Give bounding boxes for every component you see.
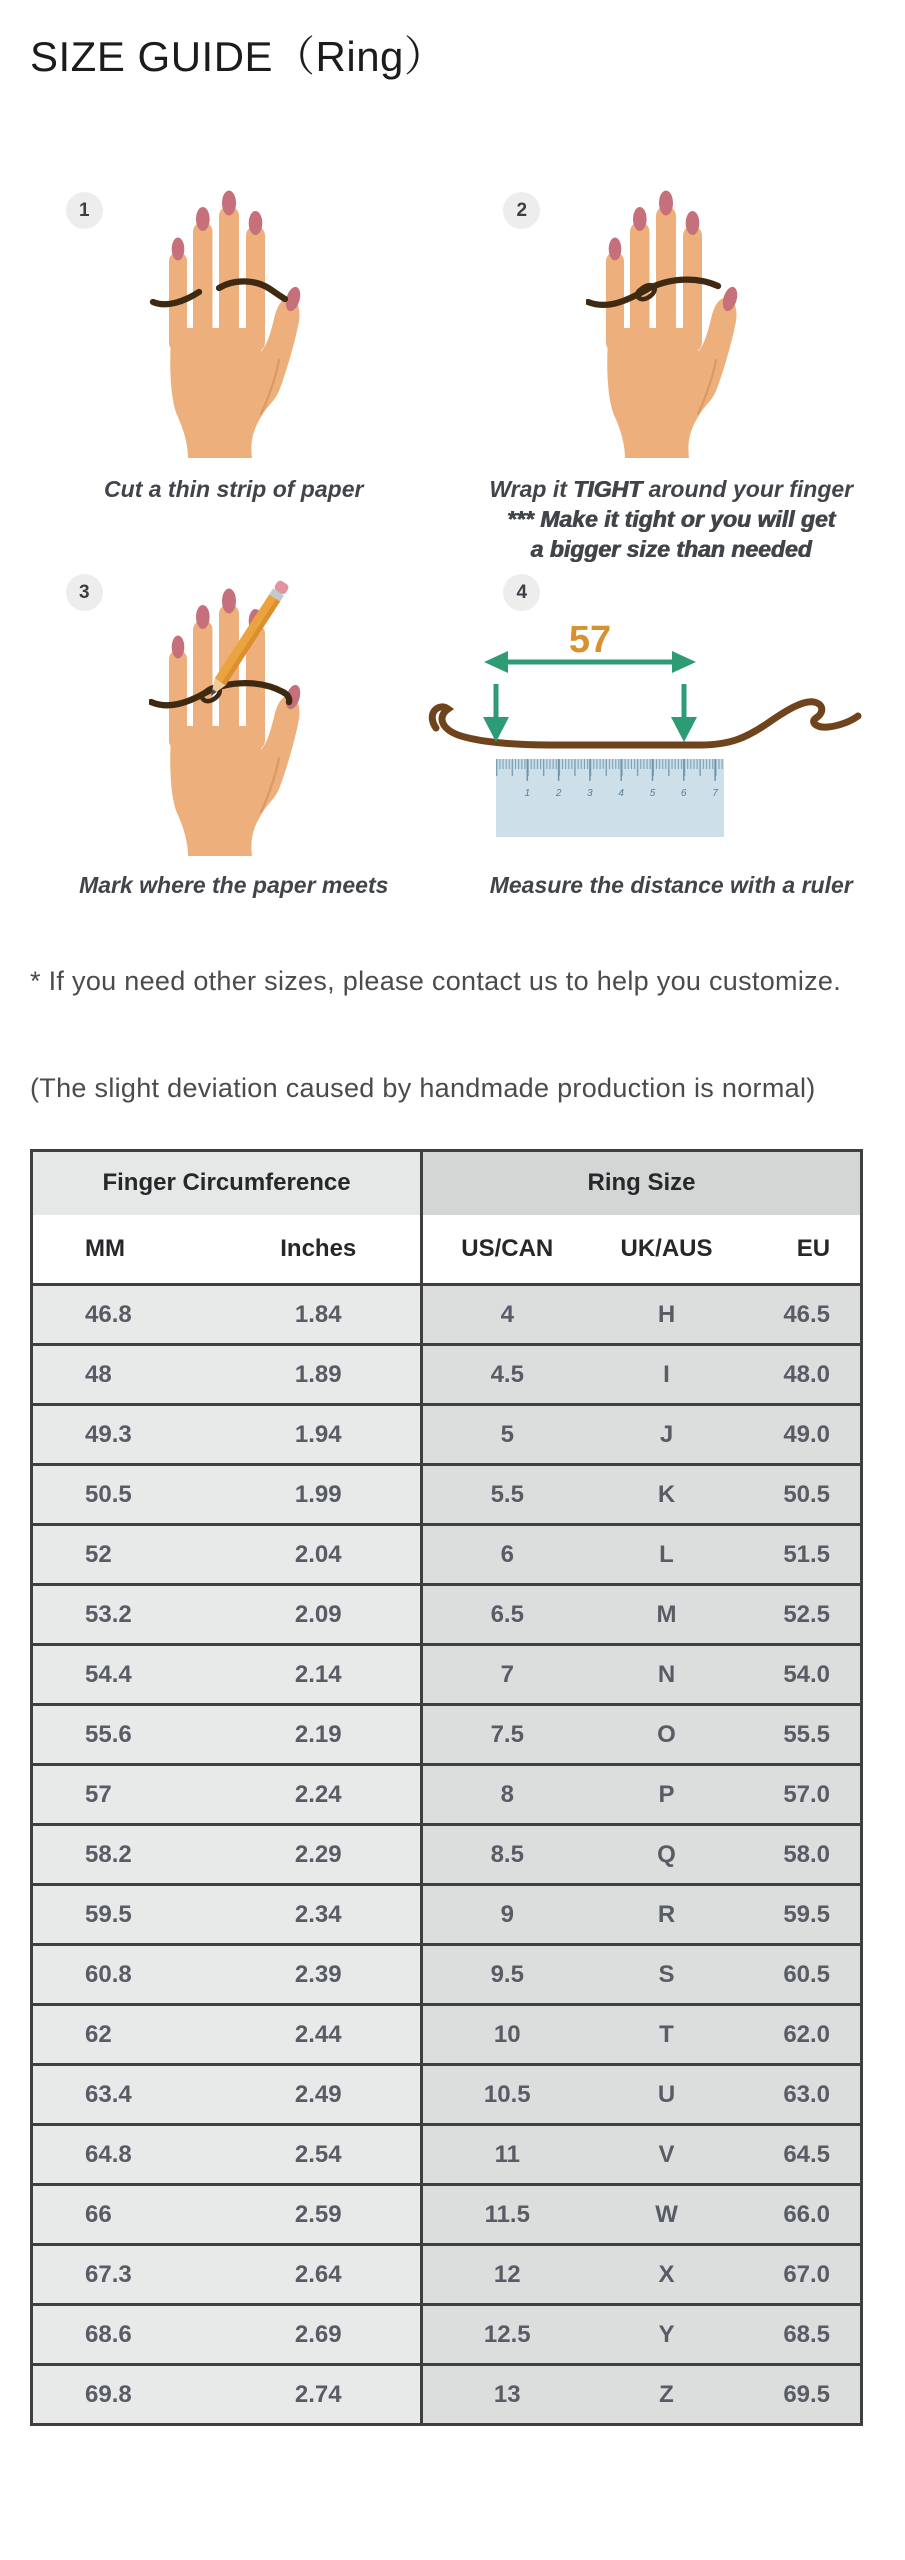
svg-text:6: 6 — [680, 788, 687, 799]
eu-cell: 69.5 — [742, 2365, 862, 2425]
step-1-number: 1 — [78, 199, 90, 221]
mm-cell: 49.3 — [32, 1405, 217, 1465]
inches-cell: 2.49 — [217, 2065, 422, 2125]
step-4-panel — [453, 572, 891, 900]
us-can-cell: 7 — [422, 1645, 592, 1705]
svg-text:2: 2 — [555, 788, 562, 799]
tight-emphasis: TIGHT — [573, 476, 643, 502]
inches-column-header: Inches — [217, 1215, 422, 1285]
step-4-caption: Measure the distance with a ruler — [489, 872, 853, 898]
mm-cell: 59.5 — [32, 1885, 217, 1945]
table-row — [32, 2245, 862, 2305]
uk-aus-cell: P — [592, 1765, 742, 1825]
hand-with-pencil-illustration — [149, 572, 319, 862]
table-row — [32, 2005, 862, 2065]
uk-aus-cell: L — [592, 1525, 742, 1585]
mm-cell: 58.2 — [32, 1825, 217, 1885]
us-can-cell: 11 — [422, 2125, 592, 2185]
mm-cell: 53.2 — [32, 1585, 217, 1645]
us-can-cell: 5.5 — [422, 1465, 592, 1525]
size-table — [30, 1149, 863, 2426]
inches-cell: 2.59 — [217, 2185, 422, 2245]
hand-icon — [169, 191, 303, 459]
step-2-caption-line3: a bigger size than needed — [530, 536, 812, 562]
uk-aus-cell: I — [592, 1345, 742, 1405]
inches-cell: 2.29 — [217, 1825, 422, 1885]
step-2-caption — [489, 474, 853, 564]
inches-cell: 2.04 — [217, 1525, 422, 1585]
uk-aus-cell: T — [592, 2005, 742, 2065]
inches-cell: 1.89 — [217, 1345, 422, 1405]
measuring-steps — [15, 190, 890, 900]
us-can-cell: 13 — [422, 2365, 592, 2425]
us-can-cell: 12.5 — [422, 2305, 592, 2365]
eu-cell: 49.0 — [742, 1405, 862, 1465]
mm-column-header: MM — [32, 1215, 217, 1285]
step-2-badge — [503, 192, 540, 229]
table-row — [32, 1405, 862, 1465]
mm-cell: 66 — [32, 2185, 217, 2245]
uk-aus-cell: U — [592, 2065, 742, 2125]
step-3-caption: Mark where the paper meets — [79, 872, 389, 898]
mm-cell: 54.4 — [32, 1645, 217, 1705]
step-4-number: 4 — [516, 581, 528, 603]
uk-aus-cell: R — [592, 1885, 742, 1945]
table-row — [32, 2065, 862, 2125]
inches-cell: 2.74 — [217, 2365, 422, 2425]
mm-cell: 67.3 — [32, 2245, 217, 2305]
us-can-cell: 9.5 — [422, 1945, 592, 2005]
table-row — [32, 1285, 862, 1345]
mm-cell: 55.6 — [32, 1705, 217, 1765]
us-can-cell: 4 — [422, 1285, 592, 1345]
uk-aus-cell: O — [592, 1705, 742, 1765]
eu-cell: 68.5 — [742, 2305, 862, 2365]
step-1-caption: Cut a thin strip of paper — [104, 476, 364, 502]
mm-cell: 69.8 — [32, 2365, 217, 2425]
ruler-measurement-diagram — [454, 612, 889, 862]
us-can-column-header: US/CAN — [422, 1215, 592, 1285]
inches-cell: 2.24 — [217, 1765, 422, 1825]
mm-cell: 62 — [32, 2005, 217, 2065]
inches-cell: 2.39 — [217, 1945, 422, 2005]
table-row — [32, 1825, 862, 1885]
inches-cell: 1.94 — [217, 1405, 422, 1465]
table-row — [32, 2185, 862, 2245]
step-2-caption-line2: *** Make it tight or you will get — [507, 506, 836, 532]
mm-cell: 48 — [32, 1345, 217, 1405]
uk-aus-cell: S — [592, 1945, 742, 2005]
eu-cell: 63.0 — [742, 2065, 862, 2125]
ring-size-header: Ring Size — [422, 1151, 862, 1215]
us-can-cell: 7.5 — [422, 1705, 592, 1765]
uk-aus-cell: K — [592, 1465, 742, 1525]
eu-cell: 67.0 — [742, 2245, 862, 2305]
inches-cell: 2.54 — [217, 2125, 422, 2185]
inches-cell: 2.09 — [217, 1585, 422, 1645]
eu-cell: 60.5 — [742, 1945, 862, 2005]
step-3-panel — [15, 572, 453, 900]
table-row — [32, 1345, 862, 1405]
eu-cell: 62.0 — [742, 2005, 862, 2065]
uk-aus-cell: N — [592, 1645, 742, 1705]
table-group-header-row — [32, 1151, 862, 1215]
eu-cell: 52.5 — [742, 1585, 862, 1645]
us-can-cell: 10 — [422, 2005, 592, 2065]
svg-text:4: 4 — [618, 788, 624, 799]
mm-cell: 63.4 — [32, 2065, 217, 2125]
eu-cell: 64.5 — [742, 2125, 862, 2185]
inches-cell: 1.99 — [217, 1465, 422, 1525]
step-2-number: 2 — [516, 199, 528, 221]
hand-with-paper-strip-illustration — [149, 190, 319, 460]
hand-wrapped-strip-illustration — [586, 190, 756, 460]
mm-cell: 64.8 — [32, 2125, 217, 2185]
uk-aus-cell: V — [592, 2125, 742, 2185]
table-row — [32, 1705, 862, 1765]
eu-cell: 59.5 — [742, 1885, 862, 1945]
svg-text:1: 1 — [524, 788, 530, 799]
step-1-badge — [66, 192, 103, 229]
table-row — [32, 1885, 862, 1945]
note-deviation: (The slight deviation caused by handmade production is normal) — [30, 1073, 816, 1103]
table-row — [32, 2125, 862, 2185]
eu-cell: 57.0 — [742, 1765, 862, 1825]
eu-cell: 55.5 — [742, 1705, 862, 1765]
us-can-cell: 6 — [422, 1525, 592, 1585]
eu-column-header: EU — [742, 1215, 862, 1285]
us-can-cell: 12 — [422, 2245, 592, 2305]
finger-circumference-header: Finger Circumference — [32, 1151, 422, 1215]
us-can-cell: 9 — [422, 1885, 592, 1945]
measure-arrows — [483, 651, 697, 742]
inches-cell: 2.14 — [217, 1645, 422, 1705]
uk-aus-column-header: UK/AUS — [592, 1215, 742, 1285]
step-3-number: 3 — [78, 581, 90, 603]
uk-aus-cell: M — [592, 1585, 742, 1645]
us-can-cell: 8 — [422, 1765, 592, 1825]
table-row — [32, 1525, 862, 1585]
inches-cell: 2.19 — [217, 1705, 422, 1765]
uk-aus-cell: H — [592, 1285, 742, 1345]
eu-cell: 48.0 — [742, 1345, 862, 1405]
us-can-cell: 11.5 — [422, 2185, 592, 2245]
table-row — [32, 1585, 862, 1645]
us-can-cell: 10.5 — [422, 2065, 592, 2125]
inches-cell: 2.44 — [217, 2005, 422, 2065]
mm-cell: 46.8 — [32, 1285, 217, 1345]
table-row — [32, 1765, 862, 1825]
mm-cell: 68.6 — [32, 2305, 217, 2365]
uk-aus-cell: Z — [592, 2365, 742, 2425]
ruler — [496, 759, 724, 837]
uk-aus-cell: Q — [592, 1825, 742, 1885]
inches-cell: 2.69 — [217, 2305, 422, 2365]
us-can-cell: 5 — [422, 1405, 592, 1465]
step-2-panel — [453, 190, 891, 564]
inches-cell: 1.84 — [217, 1285, 422, 1345]
eu-cell: 50.5 — [742, 1465, 862, 1525]
table-row — [32, 2305, 862, 2365]
table-row — [32, 1945, 862, 2005]
us-can-cell: 8.5 — [422, 1825, 592, 1885]
svg-text:7: 7 — [712, 788, 718, 799]
us-can-cell: 6.5 — [422, 1585, 592, 1645]
inches-cell: 2.64 — [217, 2245, 422, 2305]
svg-text:5: 5 — [649, 788, 656, 799]
uk-aus-cell: J — [592, 1405, 742, 1465]
mm-cell: 60.8 — [32, 1945, 217, 2005]
measured-value-label: 57 — [568, 619, 611, 661]
table-row — [32, 1465, 862, 1525]
step-4-badge — [503, 574, 540, 611]
table-column-header-row — [32, 1215, 862, 1285]
eu-cell: 66.0 — [742, 2185, 862, 2245]
page-title: SIZE GUIDE（Ring） — [30, 33, 447, 80]
eu-cell: 46.5 — [742, 1285, 862, 1345]
inches-cell: 2.34 — [217, 1885, 422, 1945]
step-2-caption-line1: Wrap it TIGHT around your finger — [489, 476, 854, 502]
step-3-badge — [66, 574, 103, 611]
note-custom-sizes: * If you need other sizes, please contact us to help you customize. — [30, 966, 842, 996]
svg-text:3: 3 — [586, 788, 593, 799]
mm-cell: 57 — [32, 1765, 217, 1825]
step-1-panel — [15, 190, 453, 564]
hand-icon — [169, 589, 303, 857]
eu-cell: 54.0 — [742, 1645, 862, 1705]
us-can-cell: 4.5 — [422, 1345, 592, 1405]
uk-aus-cell: Y — [592, 2305, 742, 2365]
uk-aus-cell: W — [592, 2185, 742, 2245]
mm-cell: 50.5 — [32, 1465, 217, 1525]
mm-cell: 52 — [32, 1525, 217, 1585]
table-row — [32, 1645, 862, 1705]
uk-aus-cell: X — [592, 2245, 742, 2305]
eu-cell: 51.5 — [742, 1525, 862, 1585]
hand-icon — [606, 191, 740, 459]
table-row — [32, 2365, 862, 2425]
eu-cell: 58.0 — [742, 1825, 862, 1885]
size-table-body — [32, 1285, 862, 2425]
